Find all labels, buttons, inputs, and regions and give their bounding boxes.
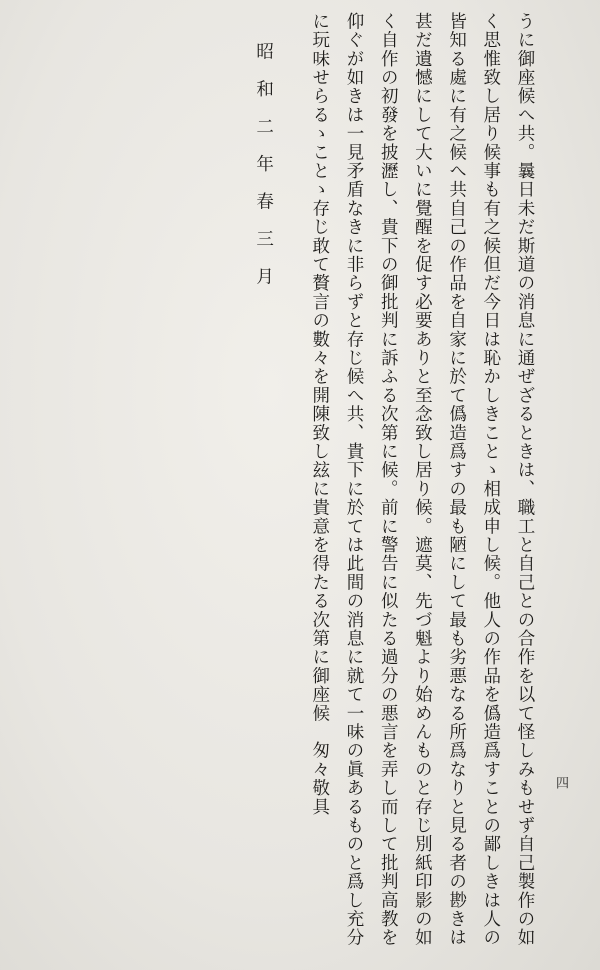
page-number: 四 [553,776,568,789]
text-column: に玩味せらるゝことゝ存じ敢て贅言の數々を開陳致し玆に貴意を得たる次第に御座候 匆々敬具 [309,12,330,817]
text-column: 甚だ遺憾にして大いに覺醒を促す必要ありと至念致し居り候。遮莫、先づ魁より始めんものと存じ別紙印影の如 [412,12,433,947]
text-column: く自作の初發を披瀝し、貴下の御批判に訴ふる次第に候。前に警告に似たる過分の悪言を弄し而して批判高教を [378,12,399,948]
text-column: く思惟致し居り候事も有之候但だ今日は恥かしきことゝ相成申し候。他人の作品を僞造爲すことの鄙しきは人の [480,12,501,947]
letter-date: 昭和二年春三月 [253,42,274,305]
vertical-letter-text [246,12,542,948]
text-column: 皆知る處に有之候へ共自己の作品を自家に於て僞造爲すの最も陋にして最も劣悪なる所爲なりと見る者の尠きは [446,12,467,947]
text-column: うに御座候へ共。曩日未だ斯道の消息に通ぜざるときは、職工と自己との合作を以て怪しみもせず自己製作の如 [515,12,535,947]
text-column: 仰ぐが如きは一見矛盾なきに非らずと存じ候へ共、貴下に於ては此間の消息に就て一味の眞あるものと爲し充分 [343,12,364,948]
